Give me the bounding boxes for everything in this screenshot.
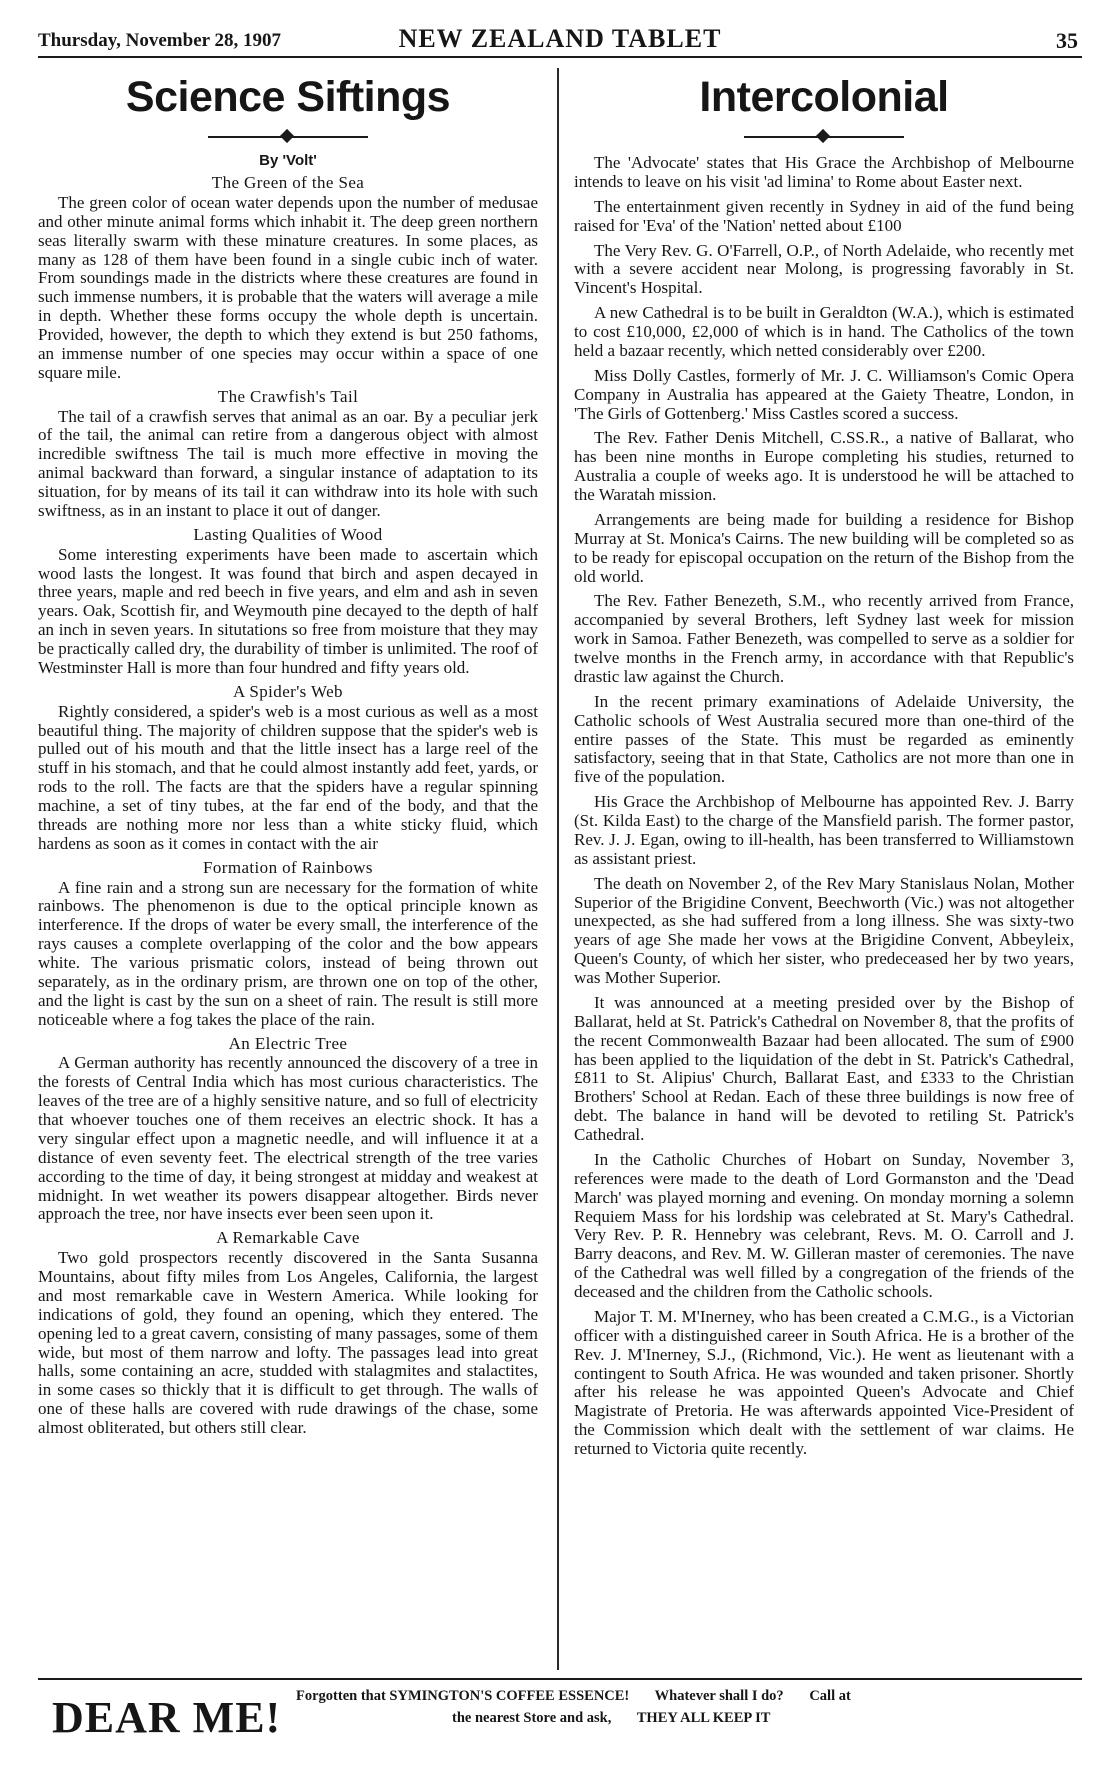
article-heading: The Green of the Sea [211,173,365,192]
intercolonial-column [574,68,1074,1670]
article-paragraph: Two gold prospectors recently discovered in the Santa Susanna Mountains, about fifty miles from Los Angeles, California, the largest and most remarkable cave in Western America. While looking for indications of gold, they found an opening, which they entered. The opening led to a great cavern, consisting of many passages, some of them wide, but most of them narrow and lofty. The passages lead into great halls, some containing an acre, studded with stalagmites and stalactites, in some cases so thickly that it is difficult to get through. The walls of one of these halls are covered with rude drawings of the chase, some almost obliterated, but others still clear. [38,1248,538,1437]
footer-divider [38,1678,1082,1680]
issue-date: Thursday, November 28, 1907 [38,30,281,51]
publication-title: NEW ZEALAND TABLET [398,24,722,53]
ad-text: Whatever shall I do? [654,1688,784,1704]
article-heading: A Remarkable Cave [216,1228,360,1248]
news-item: Miss Dolly Castles, formerly of Mr. J. C. Williamson's Comic Opera Company in Australia has appeared at the Gaiety Theatre, London, in 'The Girls of Gottenberg.' Miss Castles scored a success. [574,365,1074,423]
article-paragraph: A German authority has recently announced the discovery of a tree in the forests of Central India which has most curious characteristics. The leaves of the tree are of a highly sensitive nature, and so full of electricity that whoever touches one of them receives an electric shock. It has a very singular effect upon a magnetic needle, and will influence it at a distance of even seventy feet. The electrical strength of the tree varies according to the time of day, it being strongest at midday and weakest at midnight. In wet weather its powers disappear altogether. Birds never approach the tree, nor have insects ever been seen upon it. [38,1053,538,1224]
news-item: The entertainment given recently in Sydney in aid of the fund being raised for 'Eva' of the 'Nation' netted about £100 [574,196,1074,235]
article-heading: Lasting Qualities of Wood [193,524,383,544]
article-heading: A Spider's Web [233,681,343,701]
article-paragraph: Rightly considered, a spider's web is a most curious as well as a most beautiful thing. The majority of children suppose that the spider's web is pulled out of his mouth and that the little insect has a large reel of the stuff in his stomach, and that he could almost instantly add feet, yards, or rods to the roll. The facts are that the spiders have a regular spinning machine, a set of tiny tubes, at the far end of the body, and that the threads are nothing more nor less than a white sticky fluid, which hardens as soon as it comes in contact with the air [38,701,538,853]
news-items [574,154,1074,1459]
news-item: In the Catholic Churches of Hobart on Sunday, November 3, references were made to the death of Lord Gormanston and the 'Dead March' was played morning and evening. On monday morning a solemn Requiem Mass for his lordship was celebrated at St. Mary's Cathedral. Very Rev. P. R. Hennebry was celebrant, Revs. M. O. Carroll and J. Barry deacons, and Rev. M. W. Gilleran master of ceremonies. The nave of the Cathedral was well filled by a congregation of the friends of the deceased and the children from the Catholic schools. [574,1149,1074,1301]
article-paragraph: Some interesting experiments have been made to ascertain which wood lasts the longest. It was found that birch and aspen decayed in three years, maple and red beech in five years, and elm and ash in seven years. Oak, Scottish fir, and Weymouth pine decayed to the depth of half an inch in seven years. In situtations so free from moisture that they may be practically called dry, the durability of timber is unlimited. The roof of Westminster Hall is more than four hundred and fifty years old. [38,544,538,677]
news-item: Major T. M. M'Inerney, who has been created a C.M.G., is a Victorian officer with a distinguished career in South Africa. He is a brother of the Rev. J. M'Inerney, S.J., (Richmond, Vic.). He went as lieutenant with a contingent to South Africa. He was wounded and taken prisoner. Shortly after his release he was appointed Queen's Advocate and Chief Magistrate of Pretoria. He was afterwards appointed Vice-President of the Commission which dealt with the settlement of war claims. He returned to Victoria quite recently. [574,1306,1074,1458]
ad-line-2 [452,1710,792,1727]
masthead [38,22,1082,58]
news-item: The Rev. Father Benezeth, S.M., who recently arrived from France, accompanied by several Brothers, left Sydney last week for mission work in Samoa. Father Benezeth, was compelled to serve as a soldier for twelve months in the French army, in accordance with that Republic's drastic law against the Church. [574,591,1074,686]
ad-line-1 [296,1688,873,1705]
section-title: Intercolonial [699,73,949,121]
article-heading: The Crawfish's Tail [217,386,359,406]
byline: By 'Volt' [259,152,317,169]
ad-text: the nearest Store and ask, [452,1710,612,1726]
news-item: The 'Advocate' states that His Grace the Archbishop of Melbourne intends to leave on his visit 'ad limina' to Rome about Easter next. [574,153,1074,191]
news-item: In the recent primary examinations of Adelaide University, the Catholic schools of West Australia secured more than one-third of the entire passes of the State. This must be regarded as eminently satisfactory, seeing that in that State, Catholics are not more than one in five of the population. [574,691,1074,787]
page-number: 35 [1056,28,1078,53]
news-item: His Grace the Archbishop of Melbourne has appointed Rev. J. Barry (St. Kilda East) to the charge of the Mansfield parish. The former pastor, Rev. J. J. Egan, owing to ill-health, has been transferred to Williamstown as assistant priest. [574,792,1074,868]
article-list [38,174,538,1438]
title-ornament [744,128,904,146]
article-heading: Formation of Rainbows [203,857,373,877]
article-columns [38,68,1082,1670]
news-item: The Rev. Father Denis Mitchell, C.SS.R., a native of Ballarat, who has been nine months in Europe completing his studies, returned to Australia a couple of weeks ago. It is understood he will be attached to the Waratah mission. [574,428,1074,504]
ad-headline: DEAR ME! [52,1693,282,1742]
ad-text: Call at [809,1688,851,1704]
ad-text: THEY ALL KEEP IT [636,1710,771,1726]
advertisement [38,1686,1082,1746]
title-ornament [208,128,368,146]
science-siftings-column [38,68,538,1670]
section-title: Science Siftings [125,73,451,121]
news-item: The death on November 2, of the Rev Mary Stanislaus Nolan, Mother Superior of the Brigidine Convent, Beechworth (Vic.) was not altogether unexpected, as she had suffered from a long illness. She was sixty-two years of age She made her vows at the Brigidine Convent, Abbeyleix, Queen's County, of which her sister, who predeceased her by two years, was Mother Superior. [574,873,1074,987]
column-divider [557,68,559,1670]
article-heading: An Electric Tree [228,1033,348,1053]
article-paragraph: A fine rain and a strong sun are necessary for the formation of white rainbows. The phenomenon is due to the optical principle known as interference. If the drops of water be every small, the interference of the rays causes a complete overlapping of the color and the bow appears white. The various prismatic colors, instead of being thrown out separately, as in the ordinary prism, are thrown one on top of the other, and the light is cast by the sun on a sheet of rain. The result is still more noticeable where a fog takes the place of the rain. [38,877,538,1029]
article-paragraph: The green color of ocean water depends upon the number of medusae and other minute animal forms which inhabit it. The deep green northern seas literally swarm with these minature creatures. In some places, as many as 128 of them have been found in a single cubic inch of water. From soundings made in the districts where these creatures are found in such immense numbers, it is probable that the waters will average a mile in depth. Whether these forms occupy the whole depth is uncertain. Provided, however, the depth to which they extend is but 250 fathoms, an immense number of one species may occur within a space of one square mile. [38,192,538,382]
newspaper-page [38,22,1082,1757]
article-paragraph: The tail of a crawfish serves that animal as an oar. By a peculiar jerk of the tail, the animal can retire from a dangerous object with almost incredible swiftness The tail is much more effective in moving the animal backward than forward, a singular instance of adaptation to its situation, for by means of its tail it can withdraw into its hole with such swiftness, as in an instant to place it out of danger. [38,406,538,520]
news-item: A new Cathedral is to be built in Geraldton (W.A.), which is estimated to cost £10,000, £2,000 of which is in hand. The Catholics of the town held a bazaar recently, which netted considerably over £200. [574,303,1074,360]
ad-text: Forgotten that SYMINGTON'S COFFEE ESSENCE! [296,1688,630,1704]
news-item: The Very Rev. G. O'Farrell, O.P., of North Adelaide, who recently met with a severe accident near Molong, is progressing favorably in St. Vincent's Hospital. [574,240,1074,298]
news-item: It was announced at a meeting presided over by the Bishop of Ballarat, held at St. Patrick's Cathedral on November 8, that the profits of the recent Commonwealth Bazaar had been allocated. The sum of £900 has been applied to the liquidation of the debt in St. Patrick's Cathedral, £811 to St. Alipius' Church, Ballarat East, and £333 to the Christian Brothers' School at Redan. Each of these three buildings is now free of debt. The balance in hand will be devoted to retiling St. Patrick's Cathedral. [574,992,1074,1144]
news-item: Arrangements are being made for building a residence for Bishop Murray at St. Monica's Cairns. The new building will be completed so as to be ready for episcopal occupation on the return of the Bishop from the old world. [574,509,1074,586]
